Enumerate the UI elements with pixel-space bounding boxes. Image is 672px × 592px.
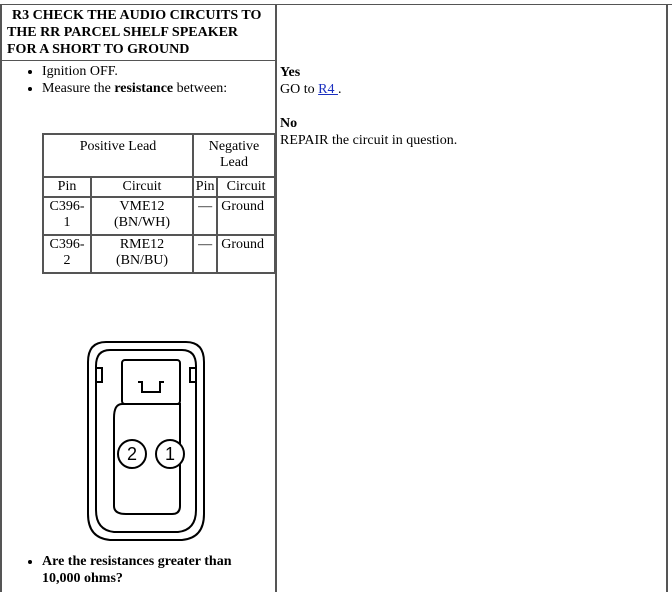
- connector-lock-tab: [122, 360, 180, 404]
- question-text: • Are the resistances greater than 10,000 ohms?: [42, 553, 282, 587]
- step-title-line-2: THE RR PARCEL SHELF SPEAKER: [7, 25, 239, 40]
- row2-neg-pin: —: [193, 235, 217, 273]
- row1-circuit: VME12 (BN/WH): [91, 197, 193, 235]
- go-to-r4-link[interactable]: R4: [318, 82, 338, 97]
- step-title: [7, 7, 273, 58]
- row1-neg-circuit: Ground: [217, 197, 275, 235]
- instruction-ignition: • Ignition OFF.: [42, 63, 282, 80]
- row2-pin: C396- 2: [43, 235, 91, 273]
- row2-circuit: RME12 (BN/BU): [91, 235, 193, 273]
- connector-face-diagram: [82, 338, 210, 544]
- instruction-list: [24, 63, 282, 97]
- resistance-emphasis: resistance: [114, 81, 174, 96]
- yes-label: Yes: [280, 65, 301, 80]
- pin-2-marker: [118, 440, 146, 468]
- top-border: [0, 4, 672, 5]
- no-label: No: [280, 116, 298, 131]
- pin-1-label: 1: [164, 444, 176, 464]
- left-border: [0, 4, 2, 592]
- connector-lock-notch: [138, 382, 164, 392]
- row2-neg-circuit: Ground: [217, 235, 275, 273]
- table-row: [43, 235, 275, 273]
- row1-pin: C396- 1: [43, 197, 91, 235]
- result-yes: [280, 64, 660, 98]
- header-positive-lead: Positive Lead: [43, 134, 193, 177]
- title-divider: [0, 60, 275, 61]
- no-action: REPAIR the circuit in question.: [280, 133, 458, 148]
- col-pin-negative: Pin: [193, 177, 217, 197]
- row1-neg-pin: —: [193, 197, 217, 235]
- step-title-line-1: R3 CHECK THE AUDIO CIRCUITS TO: [12, 8, 262, 23]
- pin-2-label: 2: [126, 444, 138, 464]
- col-pin-positive: Pin: [43, 177, 91, 197]
- table-row: [43, 197, 275, 235]
- question-list: [24, 553, 282, 587]
- instruction-measure: • Measure the resistance between:: [42, 80, 282, 97]
- pin-1-marker: [156, 440, 184, 468]
- result-no: [280, 115, 660, 149]
- right-border: [666, 4, 668, 592]
- header-negative-lead: Negative Lead: [193, 134, 275, 177]
- measurement-table: [42, 133, 276, 274]
- step-title-line-3: FOR A SHORT TO GROUND: [7, 42, 190, 57]
- col-circuit-positive: Circuit: [91, 177, 193, 197]
- col-circuit-negative: Circuit: [217, 177, 275, 197]
- yes-action: GO to R4 .: [280, 82, 342, 97]
- connector-outer-shell: [88, 342, 204, 540]
